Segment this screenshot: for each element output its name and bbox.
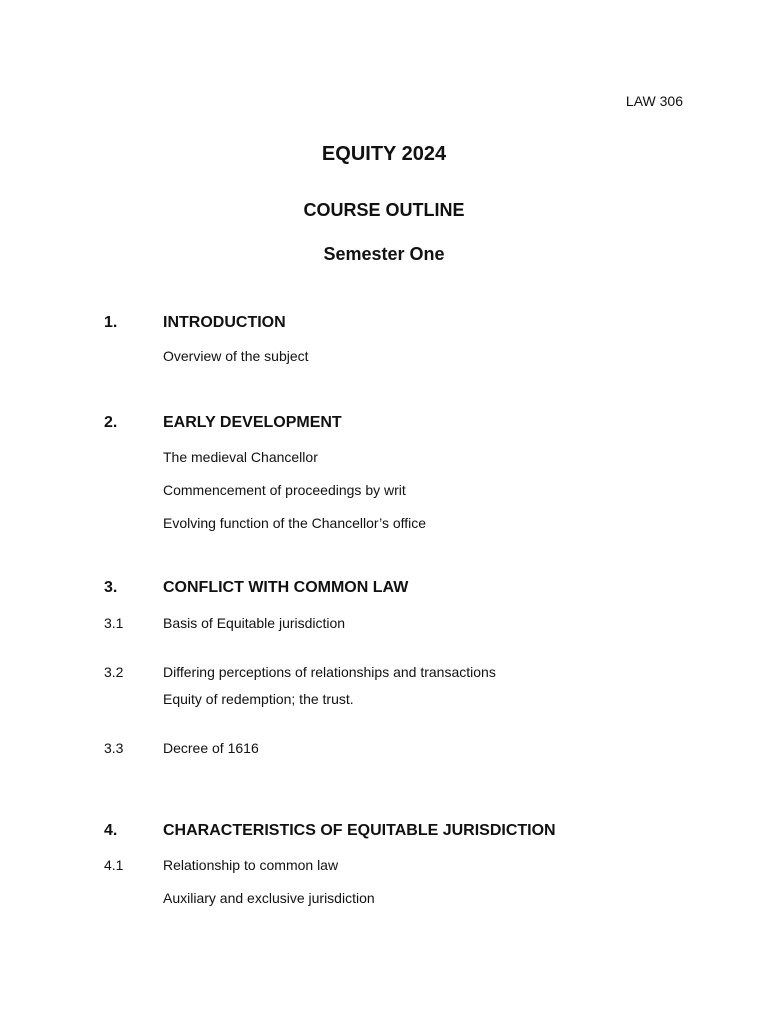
section-heading: EARLY DEVELOPMENT	[163, 414, 342, 431]
course-code: LAW 306	[625, 93, 683, 109]
section-heading: INTRODUCTION	[163, 314, 286, 331]
outline-item: Overview of the subject	[163, 348, 309, 364]
subsection-number: 3.1	[104, 615, 124, 631]
outline-item: Decree of 1616	[163, 740, 259, 756]
semester-label: Semester One	[323, 244, 445, 264]
outline-item: Relationship to common law	[163, 857, 339, 873]
document-title: EQUITY 2024	[321, 143, 447, 165]
section-number: 2.	[104, 414, 118, 431]
subsection-number: 3.2	[104, 664, 124, 680]
outline-item: Basis of Equitable jurisdiction	[163, 615, 346, 631]
outline-item: Equity of redemption; the trust.	[163, 691, 354, 707]
outline-item: Evolving function of the Chancellor’s office	[163, 515, 427, 531]
document-subtitle: COURSE OUTLINE	[303, 200, 465, 220]
section-heading: CONFLICT WITH COMMON LAW	[163, 579, 409, 596]
section-number: 1.	[104, 314, 118, 331]
outline-item: Auxiliary and exclusive jurisdiction	[163, 890, 375, 906]
outline-item: The medieval Chancellor	[163, 449, 318, 465]
outline-item: Commencement of proceedings by writ	[163, 482, 406, 498]
section-number: 3.	[104, 579, 118, 596]
outline-item: Differing perceptions of relationships and transactions	[163, 664, 496, 680]
section-number: 4.	[104, 822, 118, 839]
subsection-number: 3.3	[104, 740, 124, 756]
section-heading: CHARACTERISTICS OF EQUITABLE JURISDICTION	[163, 822, 556, 839]
subsection-number: 4.1	[104, 857, 124, 873]
